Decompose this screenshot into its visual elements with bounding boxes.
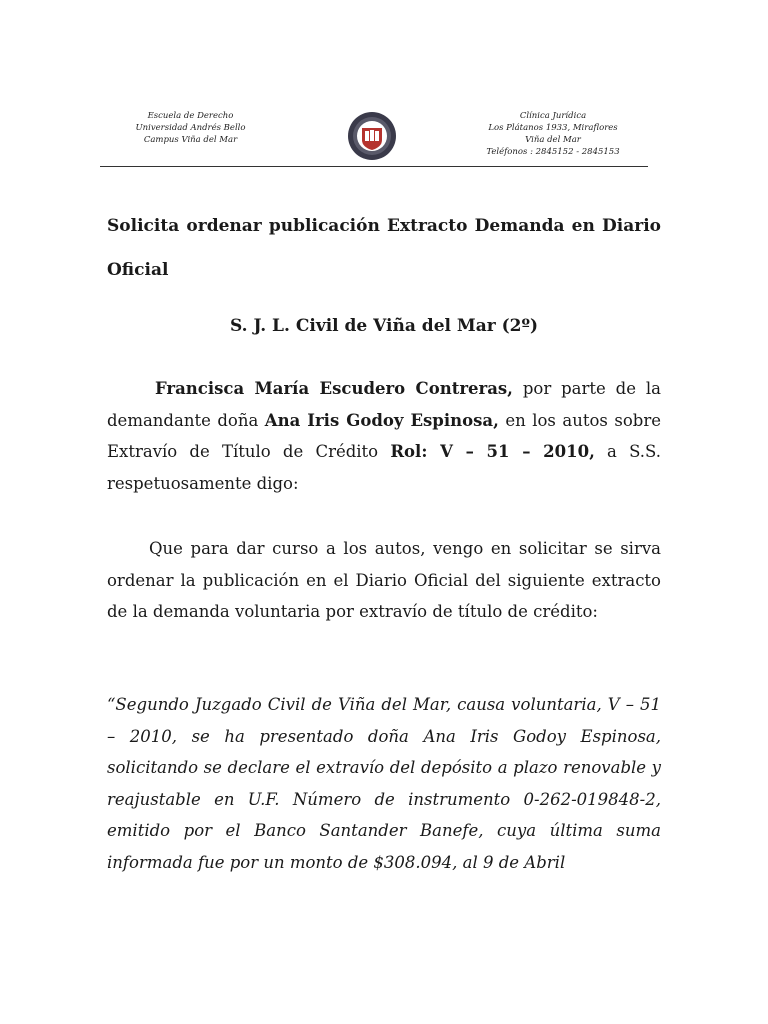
- header-right-line: Los Plátanos 1933, Miraflores: [488, 123, 618, 133]
- header-left-line: Campus Viña del Mar: [143, 135, 238, 145]
- header-divider: [100, 166, 648, 167]
- attorney-name: Francisca María Escudero Contreras,: [155, 379, 513, 398]
- request-paragraph: [107, 533, 661, 628]
- university-seal-icon: [346, 110, 398, 162]
- header-right-block: [478, 110, 628, 158]
- court-addressee: S. J. L. Civil de Viña del Mar (2º): [229, 316, 539, 336]
- intro-paragraph: [107, 373, 661, 499]
- paragraph-text: “Segundo Juzgado Civil de Viña del Mar, causa voluntaria, V – 51 – 2010, se ha presentado doña Ana Iris Godoy Espinosa, solicitando se declare el extravío del depósito a plazo renovable y reajustable en U.F. Número de instrumento 0-262-019848-2, emitido por el Banco Santander Banefe, cuya última suma informada fue por un monto de $308.094, al 9 de Abril: [107, 695, 661, 872]
- party-name: Ana Iris Godoy Espinosa,: [264, 410, 499, 430]
- header-right-line: Clínica Jurídica: [519, 111, 587, 121]
- extract-paragraph: [107, 689, 661, 878]
- document-title: Solicita ordenar publicación Extracto Demanda en Diario Oficial: [107, 216, 661, 280]
- header-left-line: Escuela de Derecho: [147, 111, 234, 121]
- header-left-block: [118, 110, 263, 146]
- paragraph-text: Que para dar curso a los autos, vengo en solicitar se sirva ordenar la publicación en el Diario Oficial del siguiente extracto de la demanda voluntaria por extravío de título de crédito:: [107, 539, 661, 621]
- case-number: Rol: V – 51 – 2010,: [390, 442, 595, 461]
- paragraph-text: a S.S. respetuosamente digo:: [107, 442, 661, 493]
- header-left-line: Universidad Andrés Bello: [135, 123, 246, 133]
- header-right-line: Viña del Mar: [525, 135, 581, 145]
- paragraph-text: por parte de la demandante doña: [107, 379, 661, 430]
- paragraph-text: en los autos sobre Extravío de Título de Crédito: [107, 410, 661, 461]
- header-right-line: Teléfonos : 2845152 - 2845153: [486, 147, 620, 157]
